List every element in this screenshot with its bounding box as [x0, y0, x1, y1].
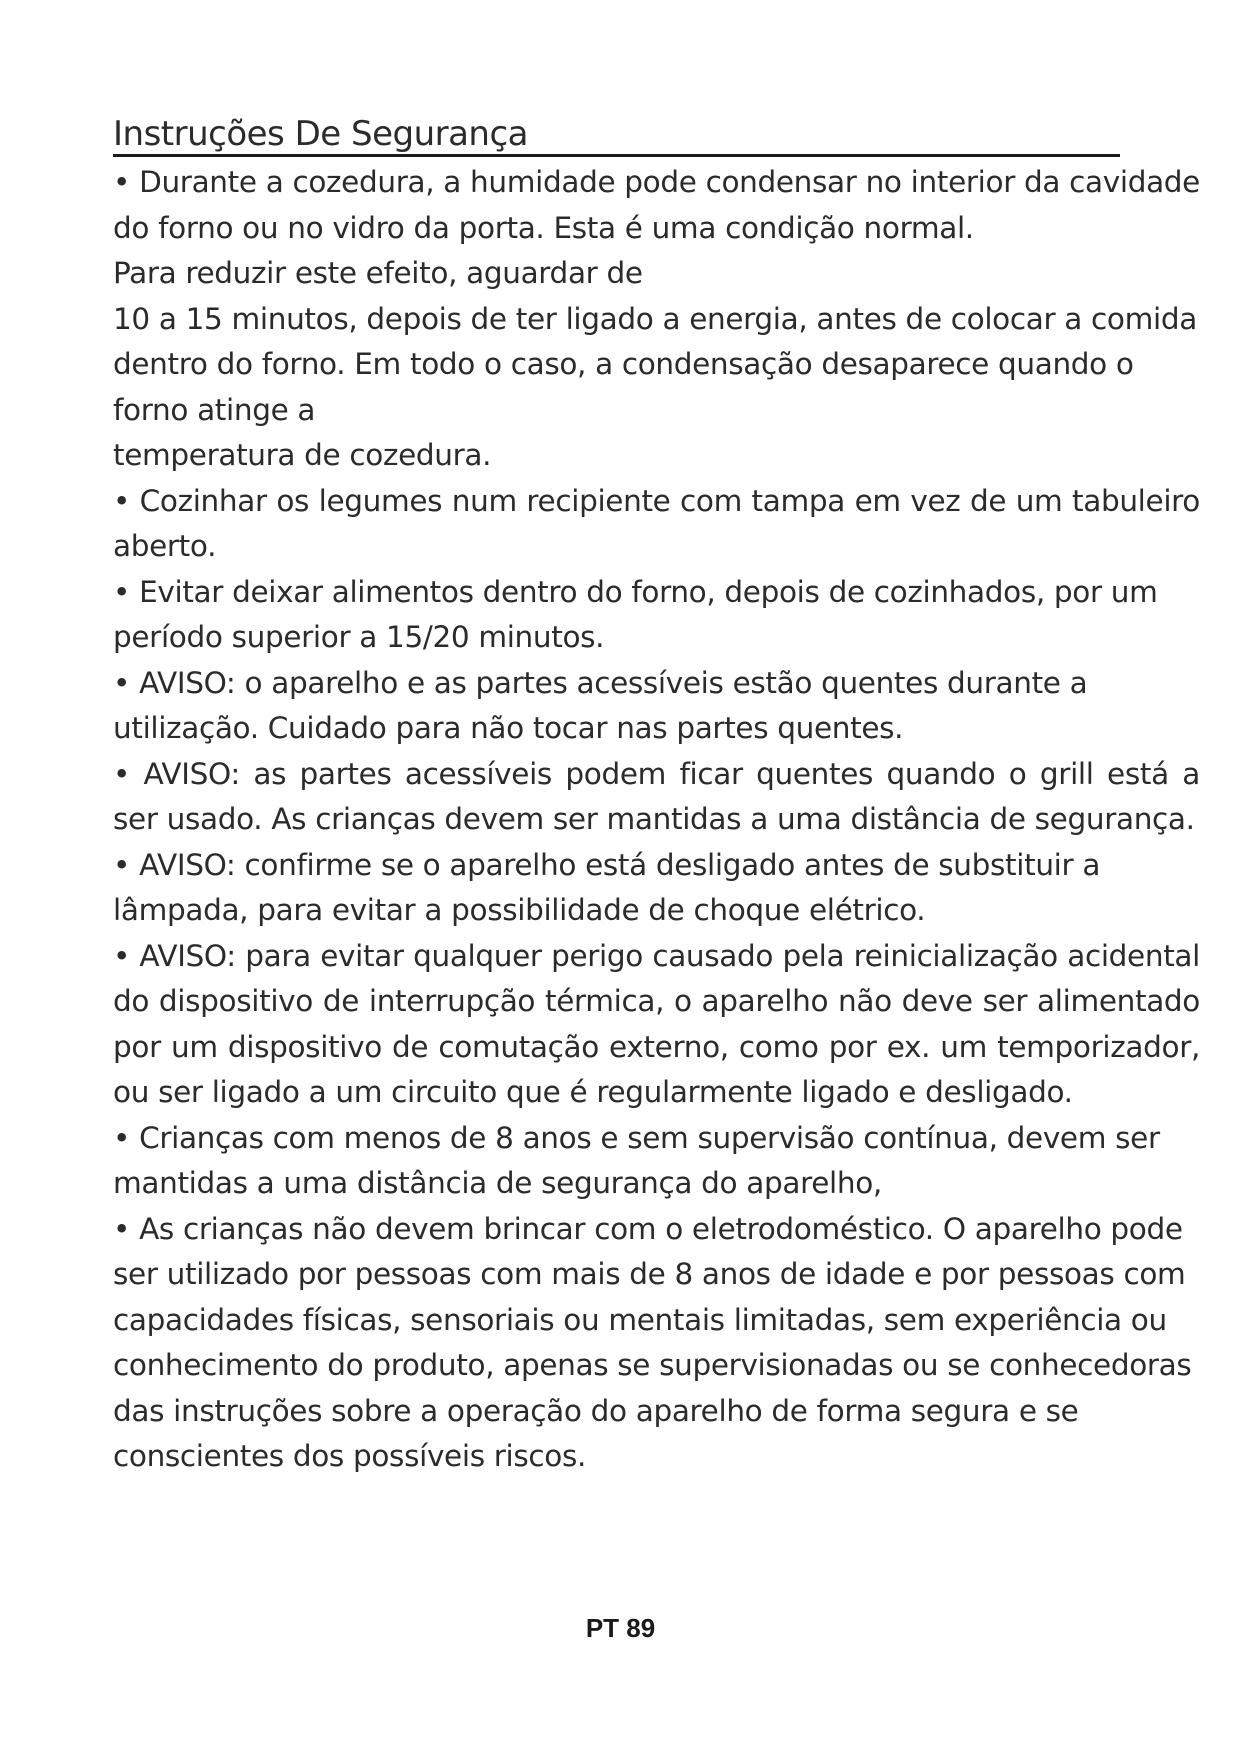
paragraph-condensation: • Durante a cozedura, a humidade pode condensar no interior da cavidade do forno ou no vidro da porta. Esta é uma condição normal. [113, 165, 1200, 245]
paragraph-warning-lamp: • AVISO: confirme se o aparelho está desligado antes de substituir a lâmpada, para evitar a possibilidade de choque elétrico. [113, 847, 1101, 927]
paragraph-children-play: • As crianças não devem brincar com o eletrodoméstico. O aparelho pode ser utilizado por pessoas com mais de 8 anos de idade e por pessoas com capacidades físicas, sensoriais ou mentais limitadas, sem experiência ou conhecimento do produto, apenas se supervisionadas ou se conhecedoras das instruções sobre a operação do aparelho de forma segura e se conscientes dos possíveis riscos. [113, 1211, 1192, 1473]
paragraph-vegetables: • Cozinhar os legumes num recipiente com tampa em vez de um tabuleiro aberto. [113, 483, 1200, 563]
paragraph-reduce-effect: Para reduzir este efeito, aguardar de [113, 256, 643, 290]
paragraph-warning-hot-parts: • AVISO: o aparelho e as partes acessíveis estão quentes durante a utilização. Cuidado para não tocar nas partes quentes. [113, 665, 1088, 745]
paragraph-leave-food: • Evitar deixar alimentos dentro do forno, depois de cozinhados, por um período superior a 15/20 minutos. [113, 574, 1158, 654]
heading-underline [113, 110, 1120, 157]
page-title: Instruções De Segurança [113, 114, 529, 154]
paragraph-wait-minutes: 10 a 15 minutos, depois de ter ligado a energia, antes de colocar a comida dentro do forno. Em todo o caso, a condensação desaparece quando o forno atinge a [113, 301, 1197, 427]
paragraph-children-under-8: • Crianças com menos de 8 anos e sem supervisão contínua, devem ser mantidas a uma distância de segurança do aparelho, [113, 1120, 1160, 1200]
paragraph-warning-grill: • AVISO: as partes acessíveis podem ficar quentes quando o grill está a ser usado. As crianças devem ser mantidas a uma distância de segurança. [113, 756, 1200, 836]
paragraph-warning-thermal-cutout: • AVISO: para evitar qualquer perigo causado pela reinicialização acidental do dispositivo de interrupção térmica, o aparelho não deve ser alimentado por um dispositivo de comutação externo, como por ex. um temporizador, ou ser ligado a um circuito que é regularmente ligado e desligado. [113, 938, 1200, 1109]
paragraph-cooking-temperature: temperatura de cozedura. [113, 438, 492, 472]
body-text [113, 160, 1200, 1480]
page-number: PT 89 [585, 1613, 656, 1643]
